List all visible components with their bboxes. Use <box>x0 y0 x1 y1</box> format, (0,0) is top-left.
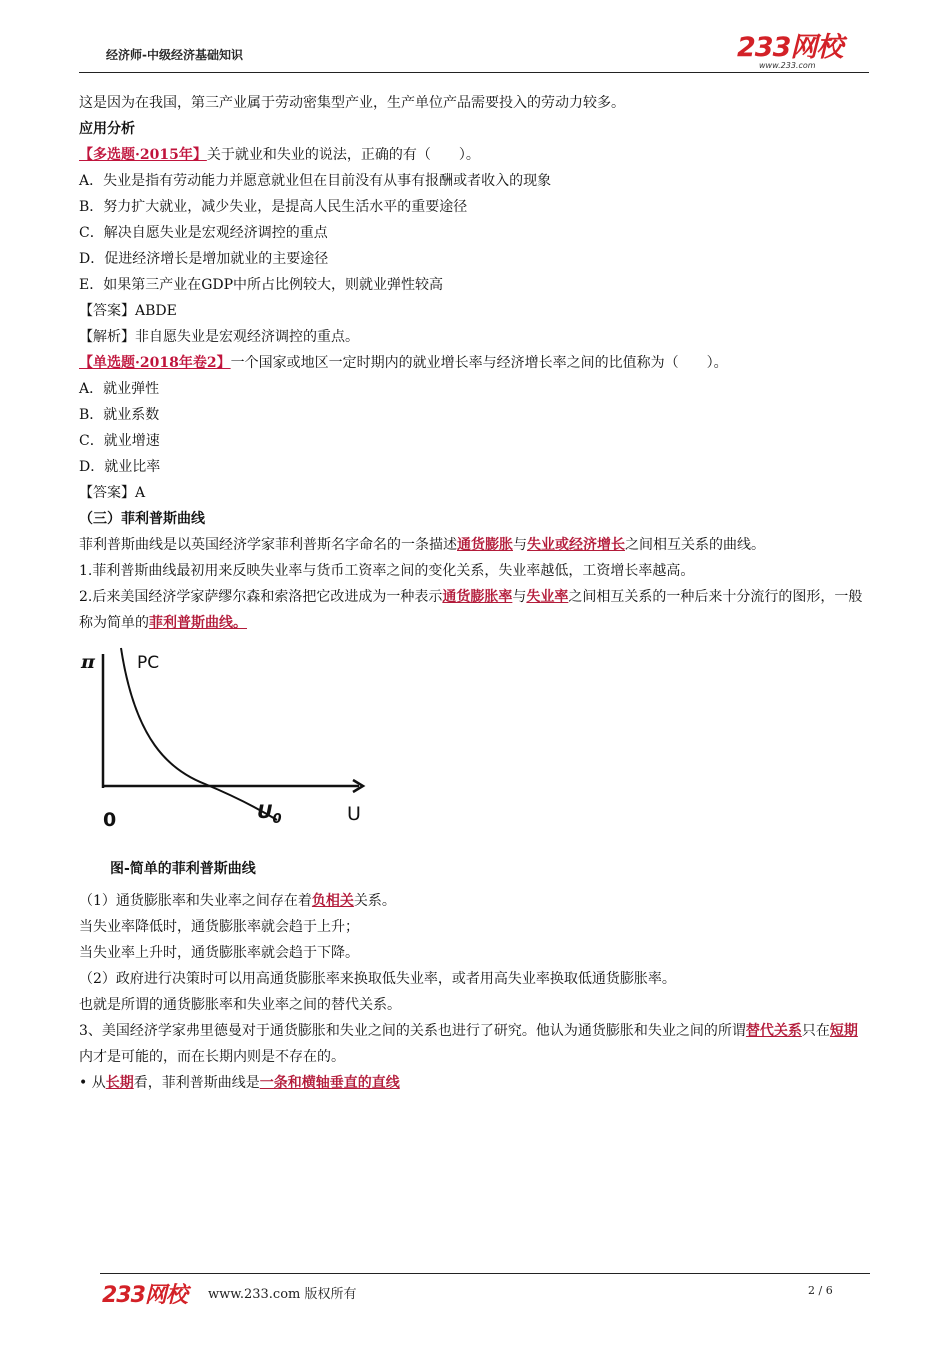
question-2-answer: 【答案】A <box>79 485 146 501</box>
point-2-detail: 也就是所谓的通货膨胀率和失业率之间的替代关系。 <box>79 997 401 1013</box>
sub-heading: （三）菲利普斯曲线 <box>79 511 205 527</box>
highlight-unemployment-growth: 失业或经济增长 <box>527 537 625 553</box>
point-1: （1）通货膨胀率和失业率之间存在着负相关关系。 <box>79 893 396 909</box>
logo-url: www.233.com <box>759 61 816 70</box>
x-axis-label: U <box>347 803 361 825</box>
point-3: 3、美国经济学家弗里德曼对于通货膨胀和失业之间的关系也进行了研究。他认为通货膨胀和失业之间的所谓替代关系只在短期内才是可能的，而在长期内则是不存在的。 <box>79 1023 858 1065</box>
curve-label: PC <box>137 653 160 673</box>
logo-text: 233网校 <box>737 32 843 63</box>
highlight-long-run: 长期 <box>105 1075 134 1091</box>
highlight-inflation-rate: 通货膨胀率 <box>442 589 513 605</box>
question-2-option-a: A．就业弹性 <box>79 381 160 397</box>
question-1-stem <box>79 142 869 168</box>
footer-copyright: www.233.com 版权所有 <box>208 1287 357 1302</box>
paragraph-original-curve: 1.菲利普斯曲线最初用来反映失业率与货币工资率之间的变化关系，失业率越低，工资增长率越高。 <box>79 563 695 579</box>
highlight-inflation: 通货膨胀 <box>457 537 513 553</box>
question-1-option-a: A．失业是指有劳动能力并愿意就业但在目前没有从事有报酬或者收入的现象 <box>79 173 552 189</box>
point-long-run: • 从长期看，菲利普斯曲线是一条和横轴垂直的直线 <box>79 1075 400 1091</box>
point-1-detail-a: 当失业率降低时，通货膨胀率就会趋于上升； <box>79 919 359 935</box>
question-1-text: 关于就业和失业的说法，正确的有（ ）。 <box>206 147 480 163</box>
question-2-option-b: B．就业系数 <box>79 407 160 423</box>
point-1-detail-b: 当失业率上升时，通货膨胀率就会趋于下降。 <box>79 945 359 961</box>
question-1-option-e: E．如果第三产业在GDP中所占比例较大，则就业弹性较高 <box>79 277 444 293</box>
document-body <box>79 90 869 1096</box>
phillips-curve-diagram <box>79 640 379 858</box>
highlight-short-run: 短期 <box>829 1023 858 1039</box>
question-1-analysis: 【解析】非自愿失业是宏观经济调控的重点。 <box>79 329 359 345</box>
site-logo[interactable] <box>737 34 867 76</box>
question-2-stem <box>79 350 869 376</box>
highlight-negative-correlation: 负相关 <box>311 893 354 909</box>
paragraph-samuelson-solow: 2.后来美国经济学家萨缪尔森和索洛把它改进成为一种表示通货膨胀率与失业率之间相互关系的一种后来十分流行的图形，一般称为简单的菲利普斯曲线。 <box>79 589 863 631</box>
question-1-option-c: C．解决自愿失业是宏观经济调控的重点 <box>79 225 328 241</box>
page-number: 2 / 6 <box>808 1284 833 1297</box>
highlight-tradeoff: 替代关系 <box>745 1023 802 1039</box>
highlight-phillips-curve: 菲利普斯曲线。 <box>149 615 247 631</box>
question-2-tag: 【单选题·2018年卷2】 <box>79 355 231 371</box>
question-1-answer: 【答案】ABDE <box>79 303 177 319</box>
question-2-option-c: C．就业增速 <box>79 433 160 449</box>
footer-logo[interactable]: 233网校 <box>102 1283 187 1308</box>
header-divider <box>79 72 869 73</box>
phillips-curve-line <box>121 648 277 820</box>
phillips-curve-figure <box>79 640 379 886</box>
highlight-vertical-line: 一条和横轴垂直的直线 <box>259 1075 400 1091</box>
origin-label: 0 <box>103 809 117 831</box>
section-heading: 应用分析 <box>79 121 135 137</box>
y-axis-label: π <box>81 651 95 673</box>
footer-divider <box>100 1273 870 1274</box>
question-1-option-d: D．促进经济增长是增加就业的主要途径 <box>79 251 329 267</box>
question-2-option-d: D．就业比率 <box>79 459 161 475</box>
question-1-option-b: B．努力扩大就业，减少失业，是提高人民生活水平的重要途径 <box>79 199 468 215</box>
question-1-tag: 【多选题·2015年】 <box>79 147 207 163</box>
header-title: 经济师-中级经济基础知识 <box>106 48 243 62</box>
paragraph-definition: 菲利普斯曲线是以英国经济学家菲利普斯名字命名的一条描述通货膨胀与失业或经济增长之间相互关系的曲线。 <box>79 537 765 553</box>
point-2: （2）政府进行决策时可以用高通货膨胀率来换取低失业率，或者用高失业率换取低通货膨胀率。 <box>79 971 676 987</box>
highlight-unemployment-rate: 失业率 <box>526 589 569 605</box>
natural-rate-label: $U_0$ <box>257 801 282 827</box>
intro-line: 这是因为在我国，第三产业属于劳动密集型产业，生产单位产品需要投入的劳动力较多。 <box>79 95 625 111</box>
question-2-text: 一个国家或地区一定时期内的就业增长率与经济增长率之间的比值称为（ ）。 <box>230 355 728 371</box>
figure-caption: 图-简单的菲利普斯曲线 <box>110 861 256 877</box>
